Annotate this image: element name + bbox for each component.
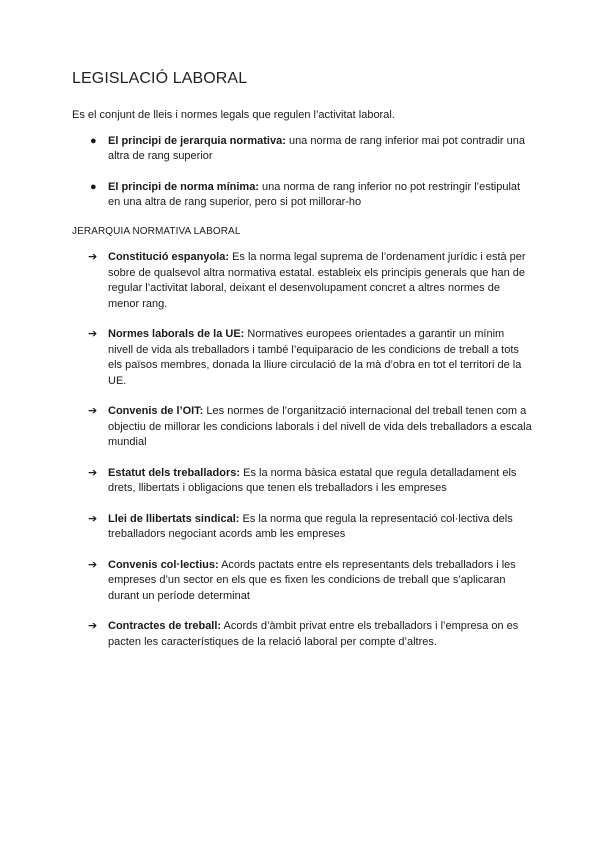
arrow-right-icon: ➔ [88, 512, 98, 525]
hierarchy-text: Acords pactats entre els representants dels treballadors i les empreses d’un sector en els que es fixen les condicions de treball que s’aplicaran durant un període determinat [108, 558, 516, 602]
hierarchy-term: Normes laborals de la UE: [108, 328, 245, 340]
arrow-right-icon: ➔ [88, 328, 98, 340]
hierarchy-text: Es la norma que regula la representació col·lectiva dels treballadors negociant acords amb les empreses [108, 512, 513, 540]
principle-term: El principi de jerarquia normativa: [108, 135, 286, 147]
section-heading: JERARQUIA NORMATIVA LABORAL [72, 226, 241, 237]
principle-text: una norma de rang inferior no pot restringir l’estipulat en una altra de rang superior, pero si pot millorar-ho [108, 181, 521, 208]
list-item [72, 558, 532, 605]
hierarchy-text: Es la norma legal suprema de l’ordenament jurídic i està per sobre de qualsevol altra normativa estatal. estableix els principis generals que han de regular l’activitat laboral, deixant el desenvolupament concret a altres normes de menor rang. [108, 251, 526, 310]
hierarchy-text: Normatives europees orientades a garantir un mínim nivell de vida als treballadors i també l’equiparacio de les condicions de treball a tots els països membres, donada la lliure circulació de la mà d’obra en tot el territori de la UE. [108, 328, 522, 387]
bullet-icon: ● [90, 181, 97, 193]
arrow-right-icon: ➔ [88, 558, 98, 571]
hierarchy-term: Estatut dels treballadors: [108, 466, 241, 479]
list-item [72, 466, 532, 497]
list-item [72, 180, 532, 210]
hierarchy-term: Constitució espanyola: [108, 251, 230, 263]
list-item [72, 327, 532, 389]
arrow-right-icon: ➔ [88, 620, 98, 632]
bullet-icon: ● [90, 135, 97, 147]
principle-term: El principi de norma mínima: [108, 181, 259, 193]
list-item [72, 404, 532, 451]
principle-text: una norma de rang inferior mai pot contradir una altra de rang superior [108, 135, 525, 162]
document-title: LEGISLACIÓ LABORAL [72, 70, 248, 87]
hierarchy-term: Convenis col·lectius: [108, 558, 219, 571]
hierarchy-text: Acords d’àmbit privat entre els treballadors i l’empresa on es pacten les característiques de la relació laboral per compte d’altres. [108, 620, 519, 648]
list-item [72, 250, 532, 312]
arrow-right-icon: ➔ [88, 251, 98, 263]
list-item [72, 619, 532, 650]
arrow-right-icon: ➔ [88, 405, 98, 417]
principles-list [72, 134, 532, 210]
hierarchy-term: Convenis de l’OIT: [108, 405, 204, 417]
arrow-right-icon: ➔ [88, 466, 98, 479]
intro-paragraph: Es el conjunt de lleis i normes legals que regulen l’activitat laboral. [72, 109, 395, 121]
hierarchy-list [72, 250, 532, 650]
document-page [72, 70, 532, 665]
hierarchy-text: Es la norma bàsica estatal que regula detalladament els drets, llibertats i obligacions que tenen els treballadors i les empreses [108, 466, 517, 494]
hierarchy-text: Les normes de l’organització internacional del treball tenen com a objectiu de millorar les condicions laborals i del nivell de vida dels treballadors a escala mundial [108, 405, 532, 448]
list-item [72, 512, 532, 543]
hierarchy-term: Contractes de treball: [108, 620, 222, 632]
list-item [72, 134, 532, 164]
hierarchy-term: Llei de llibertats sindical: [108, 512, 240, 525]
